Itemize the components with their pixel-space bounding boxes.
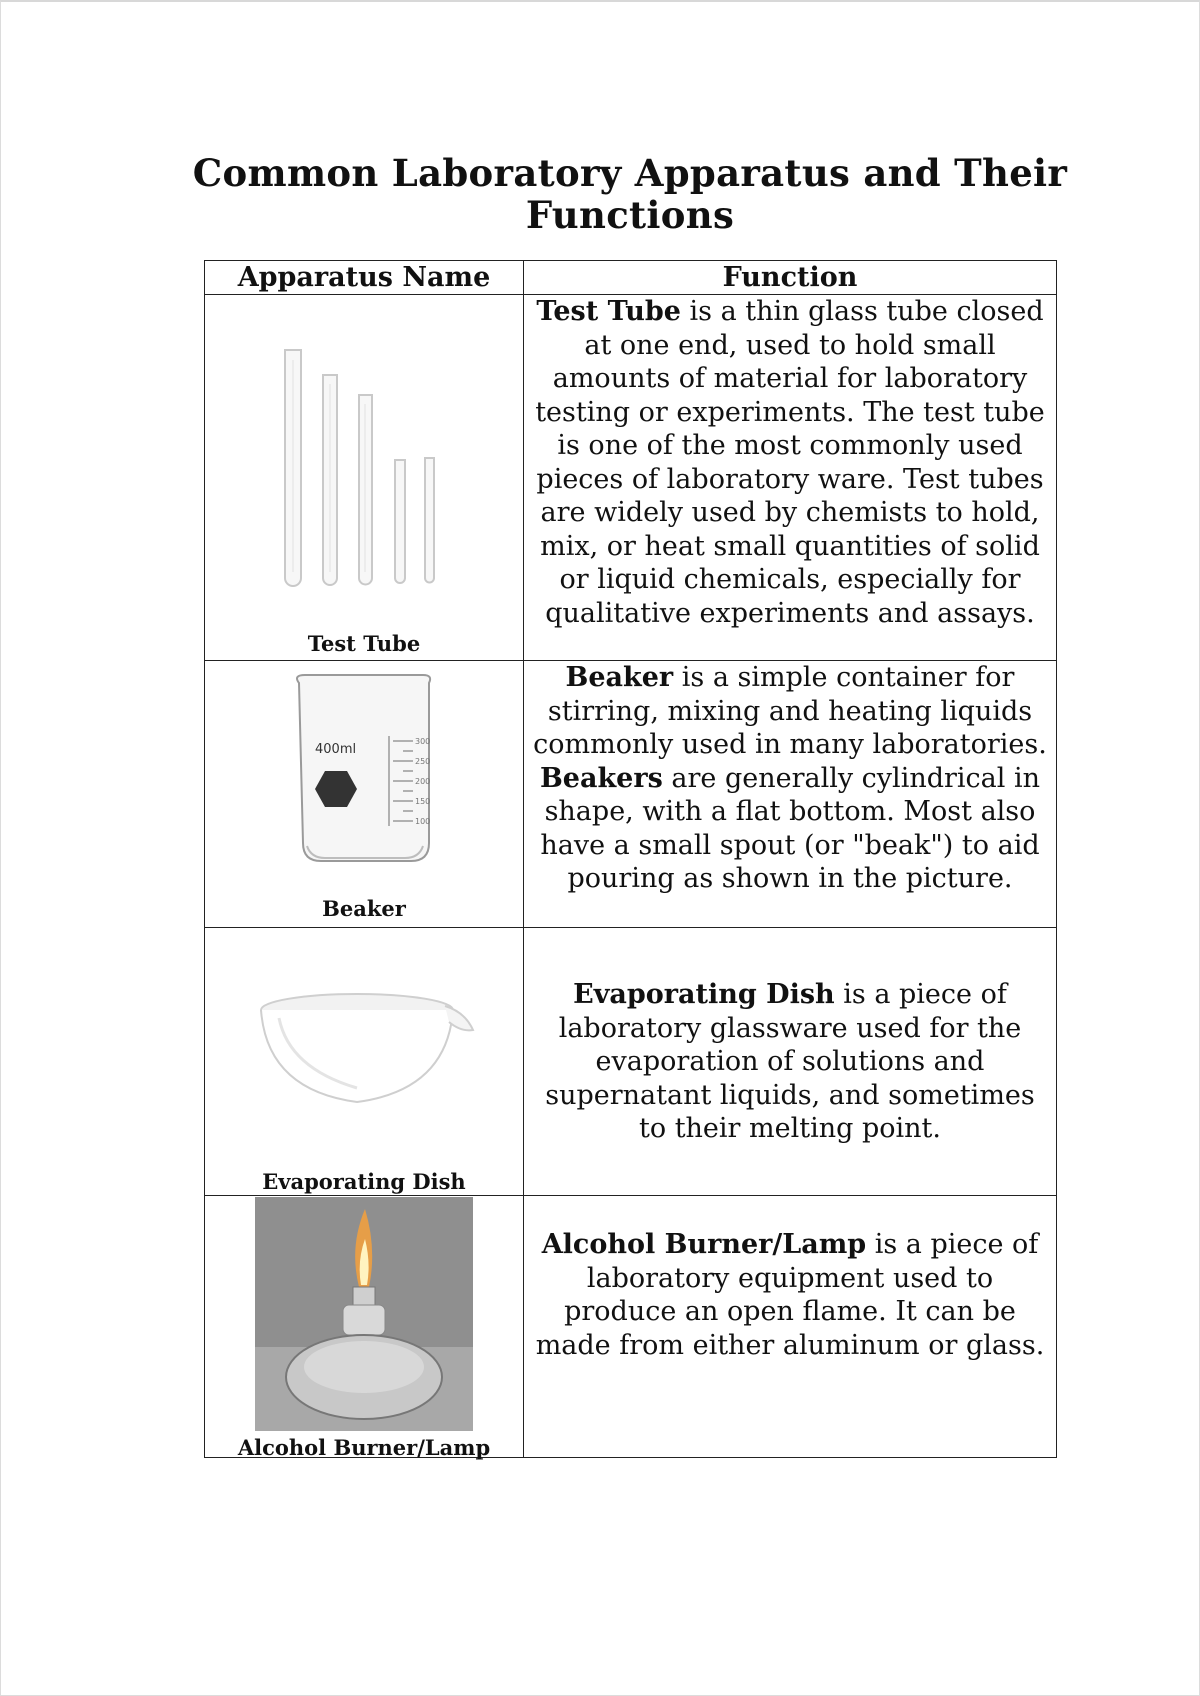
apparatus-image-cell bbox=[205, 1196, 524, 1458]
function-description bbox=[524, 928, 1056, 1146]
function-cell bbox=[524, 661, 1057, 928]
apparatus-name-bold: Test Tube bbox=[536, 296, 681, 327]
beaker-volume-label: 400ml bbox=[315, 742, 357, 757]
apparatus-name-label: Evaporating Dish bbox=[262, 1169, 466, 1194]
svg-text:200: 200 bbox=[415, 777, 431, 786]
svg-text:250: 250 bbox=[415, 757, 431, 766]
function-cell bbox=[524, 1196, 1057, 1458]
table-row bbox=[205, 928, 1057, 1196]
apparatus-name-bold: Beaker bbox=[565, 662, 674, 693]
apparatus-name-bold: Alcohol Burner/Lamp bbox=[541, 1229, 867, 1260]
apparatus-image-cell bbox=[205, 928, 524, 1196]
apparatus-name-label: Beaker bbox=[322, 896, 406, 921]
header-function: Function bbox=[524, 261, 1057, 295]
function-cell bbox=[524, 928, 1057, 1196]
function-description bbox=[524, 295, 1056, 630]
alcohol-burner-image bbox=[255, 1197, 473, 1431]
svg-text:100: 100 bbox=[415, 817, 431, 826]
function-text: are generally cylindrical in shape, with a flat bottom. Most also have a small spout (or "beak") to aid pouring as shown in the picture. bbox=[540, 762, 1041, 894]
apparatus-name-label: Test Tube bbox=[307, 631, 421, 656]
function-text: is a piece of laboratory glassware used for the evaporation of solutions and supernatant liquids, and sometimes to their melting point. bbox=[545, 979, 1035, 1144]
svg-text:150: 150 bbox=[415, 797, 431, 806]
function-description bbox=[524, 1196, 1056, 1362]
function-text: is a thin glass tube closed at one end, used to hold small amounts of material for laboratory testing or experiments. The test tube is one of the most commonly used pieces of laboratory ware. Test tubes are widely used by chemists to hold, mix, or heat small quantities of solid or liquid chemicals, especially for qualitative experiments and assays. bbox=[535, 296, 1045, 629]
function-text: is a piece of laboratory equipment used to produce an open flame. It can be made from either aluminum or glass. bbox=[535, 1229, 1045, 1361]
svg-text:300: 300 bbox=[415, 737, 431, 746]
apparatus-image-cell bbox=[205, 295, 524, 661]
apparatus-name-bold: Evaporating Dish bbox=[573, 979, 835, 1010]
test-tube-image bbox=[265, 340, 465, 600]
function-description bbox=[524, 661, 1056, 896]
apparatus-name-label: Alcohol Burner/Lamp bbox=[237, 1435, 491, 1460]
table-row bbox=[205, 661, 1057, 928]
beaker-image bbox=[285, 671, 445, 871]
apparatus-name-bold: Beakers bbox=[539, 762, 663, 794]
apparatus-image-cell bbox=[205, 661, 524, 928]
function-cell bbox=[524, 295, 1057, 661]
page-title: Common Laboratory Apparatus and Their Functions bbox=[192, 151, 1068, 237]
table-header-row bbox=[205, 261, 1057, 295]
header-apparatus-name: Apparatus Name bbox=[205, 261, 524, 295]
evaporating-dish-image bbox=[249, 988, 479, 1118]
apparatus-table bbox=[204, 260, 1057, 1458]
function-text: is a simple container for stirring, mixing and heating liquids commonly used in many laboratories. bbox=[533, 662, 1047, 760]
table-row bbox=[205, 1196, 1057, 1458]
table-row bbox=[205, 295, 1057, 661]
